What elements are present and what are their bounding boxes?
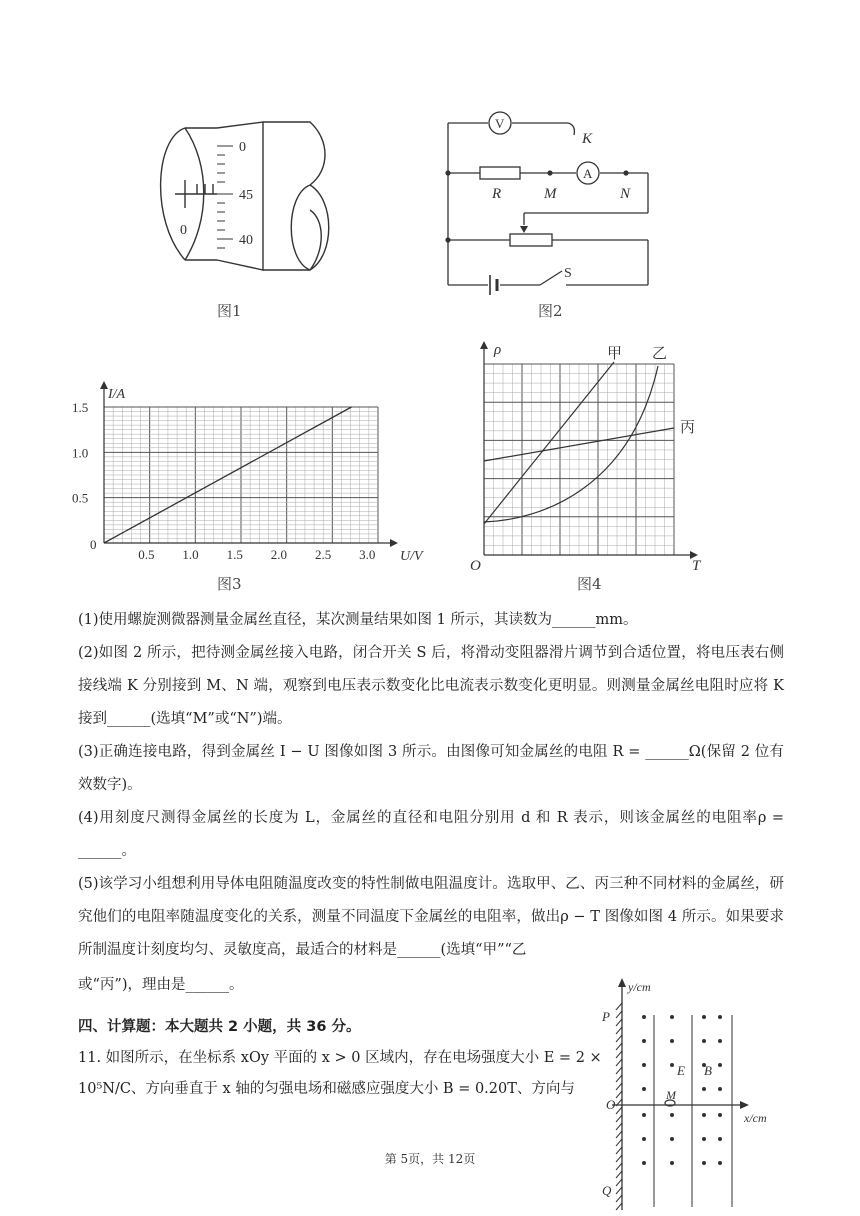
fig3-x-arrow — [390, 539, 398, 547]
resistor-label: R — [492, 186, 502, 202]
main-scale-zero: 0 — [180, 223, 187, 238]
fig5-hatch-mark — [616, 1179, 622, 1186]
fig5-hatch-mark — [616, 1171, 622, 1178]
fig5-field-dot — [718, 1087, 722, 1091]
fig3-x-tick: 2.0 — [270, 547, 288, 562]
fig5-e-label: E — [677, 1063, 685, 1078]
figure2-caption: 图2 — [538, 302, 563, 320]
voltmeter-label: V — [495, 116, 505, 131]
fig5-hatch-mark — [616, 1003, 622, 1010]
fig5-field-dot — [642, 1015, 646, 1019]
figure3-iu-chart — [70, 380, 440, 565]
fig3-x-tick: 3.0 — [359, 547, 376, 562]
fig5-field-dot — [718, 1063, 722, 1067]
fig5-b-label: B — [704, 1063, 712, 1078]
figure3-caption: 图3 — [217, 575, 242, 593]
switch-k-label: K — [582, 131, 593, 147]
fig5-hatch-mark — [616, 1107, 622, 1114]
fig4-series-yi — [484, 366, 658, 522]
question-5-cont: 或“丙”)，理由是______。 — [78, 977, 244, 993]
fig3-x-tick: 0.5 — [138, 547, 155, 562]
fig5-field-dot — [718, 1113, 722, 1117]
fig4-xlabel: T — [692, 558, 701, 574]
question-2: (2)如图 2 所示，把待测金属丝接入电路，闭合开关 S 后，将滑动变阻器滑片调节到合适位置，将电压表右侧接线端 K 分别接到 M、N 端，观察到电压表示数变化比电流表示数变化更明显。则测量金属丝电阻时应将 K 接到______(选填“M”或“N”)端。 — [78, 645, 789, 727]
fig4-legend-jia: 甲 — [607, 346, 623, 362]
figure1-caption: 图1 — [217, 302, 242, 320]
fig5-hatch-mark — [616, 1203, 622, 1210]
problem11-line1: 11. 如图所示，在坐标系 xOy 平面的 x > 0 区域内，存在电场强度大小 E = 2 × — [78, 1050, 602, 1066]
fig3-y-tick: 1.0 — [72, 445, 89, 461]
fig5-field-dot — [670, 1039, 674, 1043]
fig5-hatch-mark — [616, 1139, 622, 1146]
question-4: (4)用刻度尺测得金属丝的长度为 L，金属丝的直径和电阻分别用 d 和 R 表示，则该金属丝的电阻率ρ = ______。 — [78, 810, 789, 859]
figure1-micrometer — [145, 110, 345, 280]
fig5-hatch-mark — [616, 1187, 622, 1194]
fig5-hatch-mark — [616, 1027, 622, 1034]
node-n-label: N — [620, 186, 631, 202]
scale-label-0: 0 — [239, 140, 246, 155]
ammeter-label: A — [583, 166, 593, 181]
fig5-p-label: P — [602, 1009, 610, 1024]
fig5-hatch-mark — [616, 1115, 622, 1122]
fig5-field-dot — [702, 1137, 706, 1141]
fig3-y-tick: 0.5 — [72, 490, 89, 506]
fig5-ylabel: y/cm — [628, 980, 651, 994]
fig5-hatch-mark — [616, 1195, 622, 1202]
fig3-xlabel: U/V — [400, 549, 423, 564]
fig5-field-dot — [702, 1015, 706, 1019]
figure2-circuit — [440, 105, 660, 300]
fig5-m-label: M — [666, 1088, 676, 1102]
fig5-field-dot — [670, 1113, 674, 1117]
fig5-hatch-mark — [616, 1043, 622, 1050]
fig5-hatch-mark — [616, 1067, 622, 1074]
fig5-field-dot — [718, 1039, 722, 1043]
fig5-field-dot — [670, 1063, 674, 1067]
fig3-y-tick: 1.5 — [72, 400, 89, 415]
fig5-hatch-mark — [616, 1019, 622, 1026]
fig5-field-dot — [642, 1113, 646, 1117]
fig3-x-tick: 1.0 — [182, 547, 199, 562]
fig3-origin: 0 — [90, 537, 97, 552]
fig5-field-dot — [642, 1087, 646, 1091]
fig5-field-dot — [670, 1137, 674, 1141]
fig3-y-arrow — [100, 381, 108, 389]
fig5-field-dot — [718, 1137, 722, 1141]
fig4-legend-yi: 乙 — [652, 346, 668, 362]
fig3-x-tick: 1.5 — [226, 547, 243, 562]
fig5-hatch-mark — [616, 1131, 622, 1138]
fig4-series-jia — [484, 362, 614, 524]
fig5-hatch-mark — [616, 1051, 622, 1058]
fig5-hatch-mark — [616, 1075, 622, 1082]
question-1: (1)使用螺旋测微器测量金属丝直径，某次测量结果如图 1 所示，其读数为______mm。 — [78, 612, 638, 628]
fig3-ylabel: I/A — [108, 387, 126, 402]
fig5-field-dot — [702, 1039, 706, 1043]
fig3-x-tick: 2.5 — [314, 547, 332, 562]
node-m-label: M — [544, 186, 557, 202]
fig4-legend-bing: 丙 — [680, 420, 696, 436]
page-footer: 第 5页，共 12页 — [384, 1152, 476, 1166]
fig5-field-dot — [642, 1039, 646, 1043]
fig4-y-arrow — [480, 341, 488, 349]
switch-s-label: S — [564, 266, 572, 281]
fig5-field-dot — [670, 1015, 674, 1019]
fig5-field-dot — [702, 1087, 706, 1091]
fig4-origin: O — [470, 558, 481, 574]
fig5-hatch-mark — [616, 1091, 622, 1098]
fig5-field-dot — [718, 1015, 722, 1019]
scale-label-45: 45 — [239, 188, 253, 203]
question-3: (3)正确连接电路，得到金属丝 I − U 图像如图 3 所示。由图像可知金属丝的电阻 R = ______Ω(保留 2 位有效数字)。 — [78, 744, 784, 793]
fig5-field-dot — [642, 1137, 646, 1141]
figure4-caption: 图4 — [577, 575, 602, 593]
fig5-hatch-mark — [616, 1035, 622, 1042]
fig5-hatch-mark — [616, 1123, 622, 1130]
figure4-rho-t-chart — [460, 340, 715, 575]
fig5-q-label: Q — [602, 1183, 612, 1198]
fig5-hatch-mark — [616, 1011, 622, 1018]
fig4-ylabel: ρ — [494, 342, 502, 358]
fig5-hatch-mark — [616, 1083, 622, 1090]
fig5-field-dot — [702, 1113, 706, 1117]
fig5-hatch-mark — [616, 1059, 622, 1066]
fig5-field-dot — [642, 1063, 646, 1067]
section-heading: 四、计算题：本大题共 2 小题，共 36 分。 — [78, 1019, 361, 1035]
fig5-o-label: O — [606, 1097, 616, 1112]
fig5-xlabel: x/cm — [744, 1111, 767, 1125]
problem11-line2: 10⁵N/C、方向垂直于 x 轴的匀强电场和磁感应强度大小 B = 0.20T、方向与 — [78, 1081, 575, 1097]
question-5: (5)该学习小组想利用导体电阻随温度改变的特性制做电阻温度计。选取甲、乙、丙三种不同材料的金属丝，研究他们的电阻率随温度变化的关系，测量不同温度下金属丝的电阻率，做出ρ − T 图像如图 4 所示。如果要求所制温度计刻度均匀、灵敏度高，最适合的材料是______(选填“甲”“乙 — [78, 876, 784, 958]
figure5-field-diagram — [592, 975, 792, 1215]
scale-label-40: 40 — [239, 233, 253, 248]
